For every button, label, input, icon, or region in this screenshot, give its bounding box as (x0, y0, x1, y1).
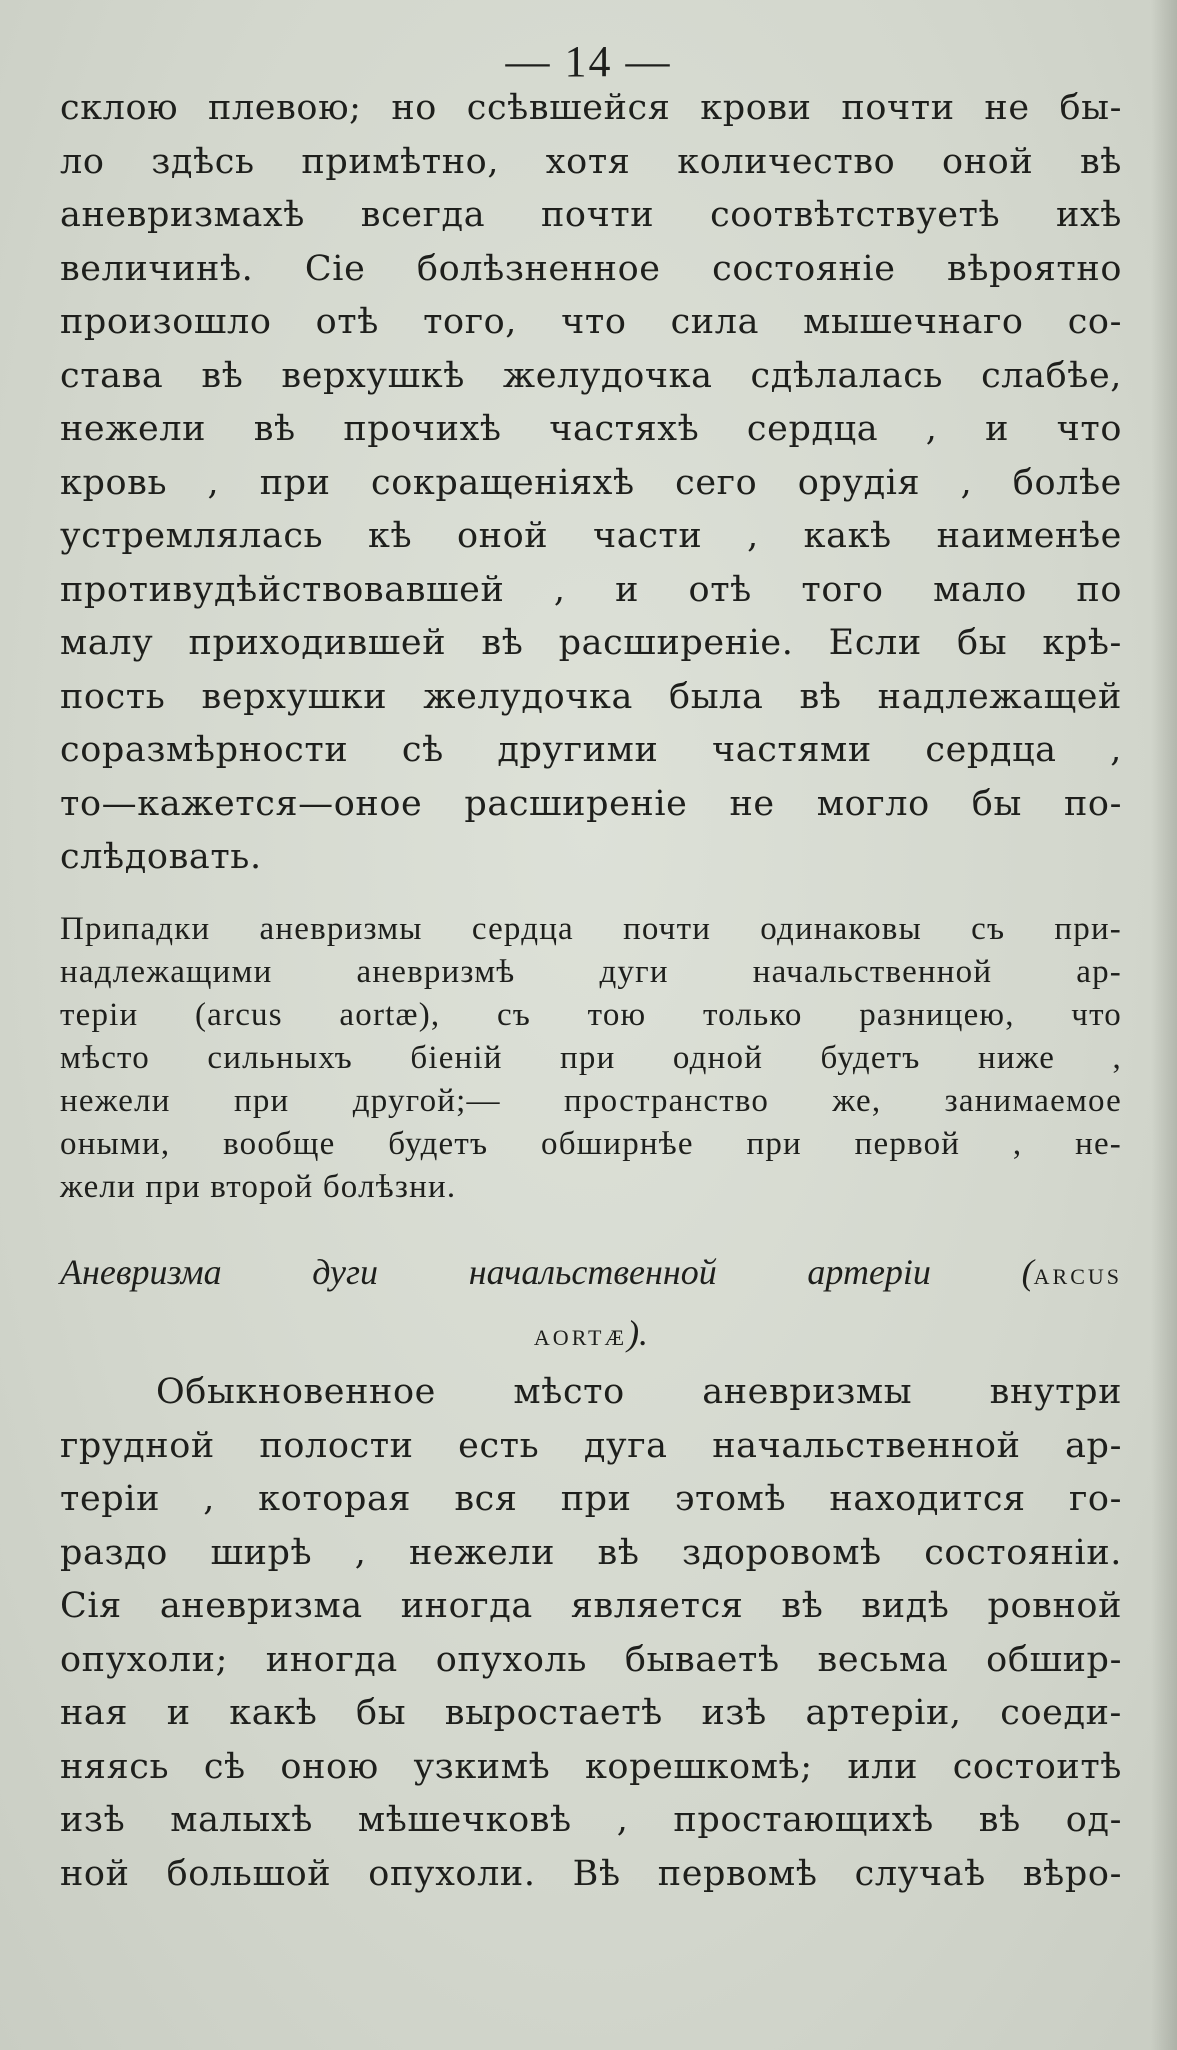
text-line: противудѣйствовавшей , и отѣ того мало по (60, 569, 1122, 610)
text-line: малу приходившей вѣ расширеніе. Если бы крѣ- (60, 623, 1122, 663)
text-line: нежели вѣ прочихѣ частяхѣ сердца , и что (60, 409, 1122, 449)
text-line: то—кажется—оное расширеніе не могло бы по- (60, 783, 1122, 824)
text-line: Сія аневризма иногда является вѣ видѣ ровной (60, 1586, 1122, 1626)
note-line: жели при второй болѣзни. (60, 1169, 457, 1205)
text-line: ло здѣсь примѣтно, хотя количество оной вѣ (60, 141, 1122, 182)
page-edge-shadow (1151, 0, 1177, 2050)
text-line: устремлялась кѣ оной части , какѣ наименѣе (60, 516, 1122, 556)
heading-line (60, 1244, 1122, 1305)
heading-end: ). (627, 1313, 649, 1353)
text-line: раздо шиpѣ , нежели вѣ здоровомѣ состояніи. (60, 1532, 1122, 1573)
note-line: нежели при другой;— пространство же, занимаемое (60, 1083, 1122, 1119)
page-number: — 14 — (505, 37, 672, 86)
text-line: аневризмахѣ всегда почти соотвѣтствуетѣ ихѣ (60, 195, 1122, 235)
paragraph-continued (60, 82, 1122, 885)
heading-latin: AORTÆ (533, 1325, 628, 1350)
text-line: няясь сѣ оною узкимѣ корешкомѣ; или состоитѣ (60, 1746, 1122, 1787)
text-line: кровь , при сокращеніяхѣ сего орудія , болѣе (60, 462, 1122, 503)
heading-latin: ARCUS (1033, 1264, 1122, 1289)
paragraph-body (60, 1366, 1122, 1901)
section-heading (60, 1244, 1122, 1366)
text-line: произошло отѣ того, что сила мышечнаго со- (60, 302, 1122, 342)
text-line: Обыкновенное мѣсто аневризмы внутри (156, 1372, 1122, 1412)
text-line: изѣ малыхѣ мѣшечковѣ , простающихѣ вѣ од- (60, 1800, 1122, 1840)
text-line: става вѣ верхушкѣ желудочка сдѣлалась слабѣе, (60, 355, 1122, 396)
text-line: соразмѣрности сѣ другими частями сердца , (60, 730, 1122, 770)
text-line: опухоли; иногда опухоль бываетѣ весьма обшир- (60, 1639, 1122, 1680)
note-line: Припадки аневризмы сердца почти одинаковы съ при- (60, 911, 1122, 947)
text-line: склою плевою; но ссѣвшейся крови почти не бы- (60, 88, 1122, 128)
text-line: слѣдовать. (60, 837, 262, 877)
note-line: оными, вообще будетъ обширнѣе при первой , не- (60, 1126, 1122, 1162)
note-line: мѣсто сильныхъ біеній при одной будетъ ниже , (60, 1040, 1122, 1076)
text-line: ной большой опухоли. Вѣ первомѣ случаѣ вѣро- (60, 1853, 1122, 1894)
heading-line (60, 1305, 1122, 1366)
note-line: надлежащими аневризмѣ дуги начальственной ар- (60, 954, 1122, 990)
text-line: ная и какѣ бы выростаетѣ изѣ артеріи, соеди- (60, 1693, 1122, 1733)
text-line: теріи , которая вся при этомѣ находится го- (60, 1479, 1122, 1519)
heading-text: Аневризма дуги начальственной артеріи ( (60, 1252, 1034, 1292)
note-line: теріи (arcus aortæ), съ тою только разницею, что (60, 997, 1122, 1033)
text-line: пость верхушки желудочка была вѣ надлежащей (60, 676, 1122, 717)
text-line: величинѣ. Сіе болѣзненное состояніе вѣроятно (60, 248, 1122, 289)
footnote-block (60, 908, 1122, 1209)
text-line: грудной полости есть дуга начальственной ар- (60, 1425, 1122, 1466)
